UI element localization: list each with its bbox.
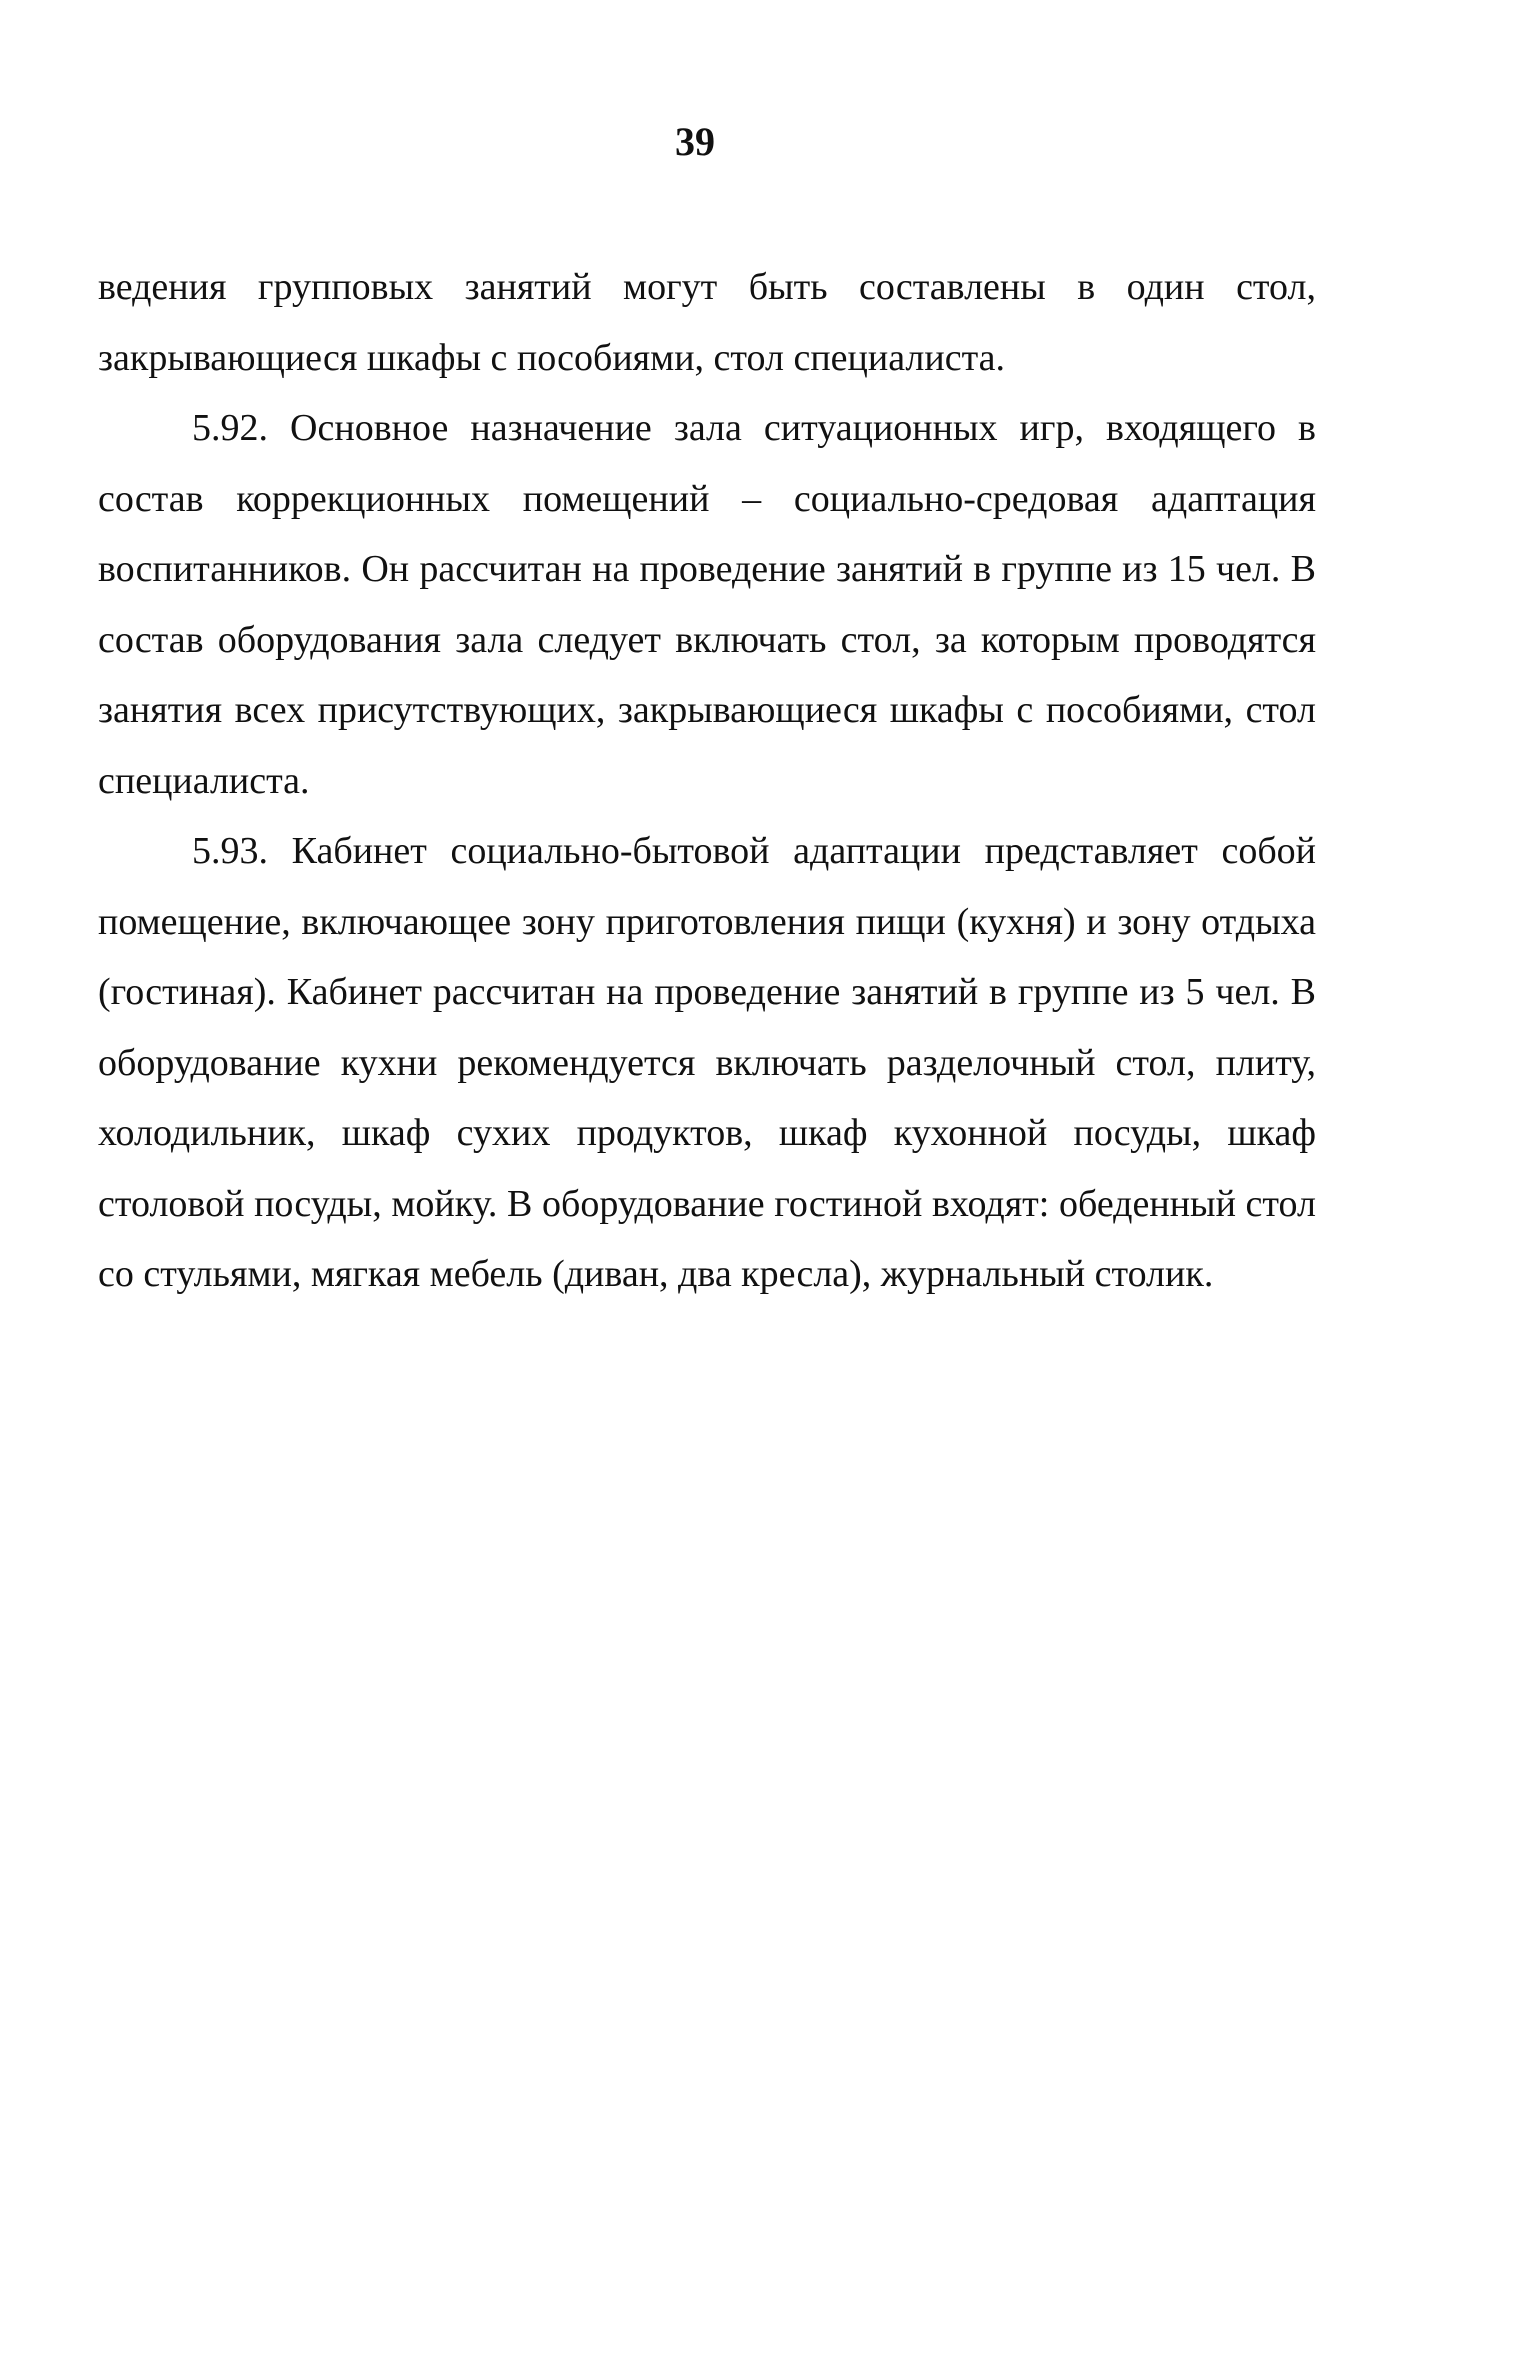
page-number: 39: [675, 119, 715, 164]
body-text: [98, 252, 1316, 1310]
paragraph-continuation: ведения групповых занятий могут быть составлены в один стол, закрывающиеся шкафы с пособиями, стол специалиста.: [98, 266, 1316, 379]
paragraph-5-92: 5.92. Основное назначение зала ситуационных игр, входящего в состав коррекционных помещений – социально-средовая адаптация воспитанников. Он рассчитан на проведение занятий в группе из 15 чел. В состав оборудования зала следует включать стол, за которым проводятся занятия всех присутствующих, закрывающиеся шкафы с пособиями, стол специалиста.: [98, 407, 1316, 802]
paragraph-5-93: 5.93. Кабинет социально-бытовой адаптации представляет собой помещение, включающее зону приготовления пищи (кухня) и зону отдыха (гостиная). Кабинет рассчитан на проведение занятий в группе из 5 чел. В оборудование кухни рекомендуется включать разделочный стол, плиту, холодильник, шкаф сухих продуктов, шкаф кухонной посуды, шкаф столовой посуды, мойку. В оборудование гостиной входят: обеденный стол со стульями, мягкая мебель (диван, два кресла), журнальный столик.: [98, 830, 1316, 1295]
